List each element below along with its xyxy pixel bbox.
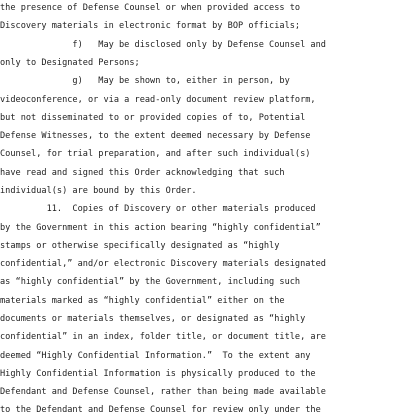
text-line: the presence of Defense Counsel or when provided access to <box>0 3 301 13</box>
text-line: only to Designated Persons; <box>0 58 140 68</box>
text-line: confidential” in an index, folder title, or document title, are <box>0 332 326 342</box>
text-line: but not disseminated to or provided copies of to, Potential <box>0 113 306 123</box>
text-line: Highly Confidential Information is physically produced to the <box>0 369 316 379</box>
text-line: stamps or otherwise specifically designated as “highly <box>0 241 280 251</box>
text-line: Defense Witnesses, to the extent deemed necessary by Defense <box>0 131 311 141</box>
text-line: confidential,” and/or electronic Discovery materials designated <box>0 259 326 269</box>
text-line: Defendant and Defense Counsel, rather than being made available <box>0 387 326 397</box>
text-line: individual(s) are bound by this Order. <box>0 186 197 196</box>
text-line: materials marked as “highly confidential” either on the <box>0 296 285 306</box>
text-line: to the Defendant and Defense Counsel for review only under the <box>0 405 321 415</box>
text-line: Counsel, for trial preparation, and after such individual(s) <box>0 149 311 159</box>
text-line: documents or materials themselves, or designated as “highly <box>0 314 306 324</box>
text-line: Discovery materials in electronic format by BOP officials; <box>0 21 301 31</box>
text-line: have read and signed this Order acknowledging that such <box>0 168 285 178</box>
text-line: deemed “Highly Confidential Information.” To the extent any <box>0 351 311 361</box>
text-line: by the Government in this action bearing “highly confidential” <box>0 223 321 233</box>
text-line: g) May be shown to, either in person, by <box>0 76 290 86</box>
text-line: 11. Copies of Discovery or other materials produced <box>0 204 316 214</box>
text-line: f) May be disclosed only by Defense Counsel and <box>0 40 326 50</box>
text-line: videoconference, or via a read-only document review platform, <box>0 95 316 105</box>
text-line: as “highly confidential” by the Government, including such <box>0 277 301 287</box>
